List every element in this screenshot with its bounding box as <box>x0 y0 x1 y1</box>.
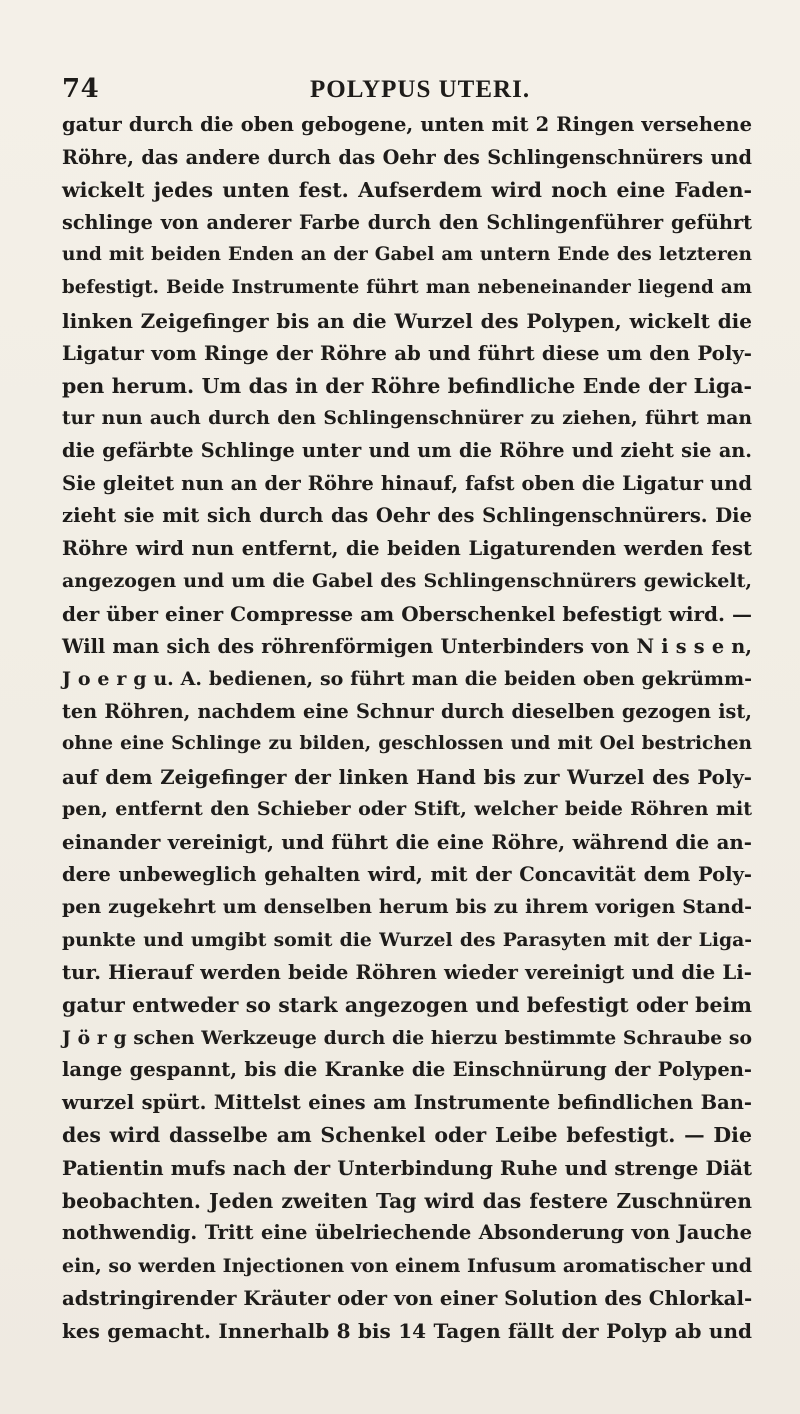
text-line: linken Zeigefinger bis an die Wurzel des Polypen, wickelt die <box>62 308 752 333</box>
text-line: wurzel spürt. Mittelst eines am Instrumente befindlichen Ban- <box>62 1090 752 1114</box>
text-line: schlinge von anderer Farbe durch den Schlingenführer geführt <box>62 210 752 234</box>
text-line: ein, so werden Injectionen von einem Infusum aromatischer und <box>62 1254 752 1277</box>
text-line: ten Röhren, nachdem eine Schnur durch dieselben gezogen ist, <box>62 699 752 723</box>
text-line: adstringirender Kräuter oder von einer Solution des Chlorkal- <box>62 1286 753 1311</box>
page-header <box>62 74 752 108</box>
text-line: auf dem Zeigefinger der linken Hand bis zur Wurzel des Poly- <box>62 764 752 789</box>
text-line: tur. Hierauf werden beide Röhren wieder vereinigt und die Li- <box>62 960 752 985</box>
text-line: J o e r g u. A. bedienen, so führt man die beiden oben gekrümm- <box>62 668 752 691</box>
text-line: nothwendig. Tritt eine übelriechende Absonderung von Jauche <box>62 1221 752 1245</box>
text-line: lange gespannt, bis die Kranke die Einschnürung der Polypen- <box>62 1058 752 1082</box>
page-number: 74 <box>62 74 100 104</box>
running-head: POLYPUS UTERI. <box>310 76 531 103</box>
text-line: gatur durch die oben gebogene, unten mit 2 Ringen versehene <box>62 113 752 136</box>
text-line: einander vereinigt, und führt die eine Röhre, während die an- <box>62 830 752 855</box>
text-line: ohne eine Schlinge zu bilden, geschlossen und mit Oel bestrichen <box>62 733 752 755</box>
text-line: pen zugekehrt um denselben herum bis zu ihrem vorigen Stand- <box>62 896 752 919</box>
text-line: pen herum. Um das in der Röhre befindliche Ende der Liga- <box>62 373 752 398</box>
text-line: und mit beiden Enden an der Gabel am untern Ende des letzteren <box>62 244 752 266</box>
text-line: beobachten. Jeden zweiten Tag wird das festere Zuschnüren <box>62 1188 752 1213</box>
text-line: der über einer Compresse am Oberschenkel befestigt wird. — <box>62 601 752 626</box>
text-line: Will man sich des röhrenförmigen Unterbinders von N i s s e n, <box>62 634 752 658</box>
text-line: dere unbeweglich gehalten wird, mit der Concavität dem Poly- <box>62 862 752 886</box>
text-line: gatur entweder so stark angezogen und befestigt oder beim <box>62 993 752 1018</box>
text-line: Röhre wird nun entfernt, die beiden Ligaturenden werden fest <box>62 536 752 560</box>
text-line: pen, entfernt den Schieber oder Stift, welcher beide Röhren mit <box>62 798 752 821</box>
text-line: Sie gleitet nun an der Röhre hinauf, fafst oben die Ligatur und <box>62 471 752 495</box>
body-text <box>62 109 752 1348</box>
text-line: punkte und umgibt somit die Wurzel des Parasyten mit der Liga- <box>62 928 752 951</box>
text-line: tur nun auch durch den Schlingenschnürer zu ziehen, führt man <box>62 407 752 430</box>
text-line: des wird dasselbe am Schenkel oder Leibe befestigt. — Die <box>62 1123 752 1148</box>
text-line: Röhre, das andere durch das Oehr des Schlingenschnürers und <box>62 145 752 169</box>
text-line: J ö r g schen Werkzeuge durch die hierzu bestimmte Schraube so <box>62 1026 752 1049</box>
text-line: Patientin mufs nach der Unterbindung Ruhe und strenge Diät <box>62 1156 752 1180</box>
text-line: kes gemacht. Innerhalb 8 bis 14 Tagen fällt der Polyp ab und <box>62 1318 752 1343</box>
text-line: Ligatur vom Ringe der Röhre ab und führt diese um den Poly- <box>62 341 752 366</box>
text-line: angezogen und um die Gabel des Schlingenschnürers gewickelt, <box>62 570 752 593</box>
text-line: zieht sie mit sich durch das Oehr des Schlingenschnürers. Die <box>62 504 752 528</box>
text-line: die gefärbte Schlinge unter und um die Röhre und zieht sie an. <box>62 438 752 462</box>
text-line: befestigt. Beide Instrumente führt man nebeneinander liegend am <box>62 276 752 298</box>
text-line: wickelt jedes unten fest. Aufserdem wird noch eine Faden- <box>62 178 752 203</box>
